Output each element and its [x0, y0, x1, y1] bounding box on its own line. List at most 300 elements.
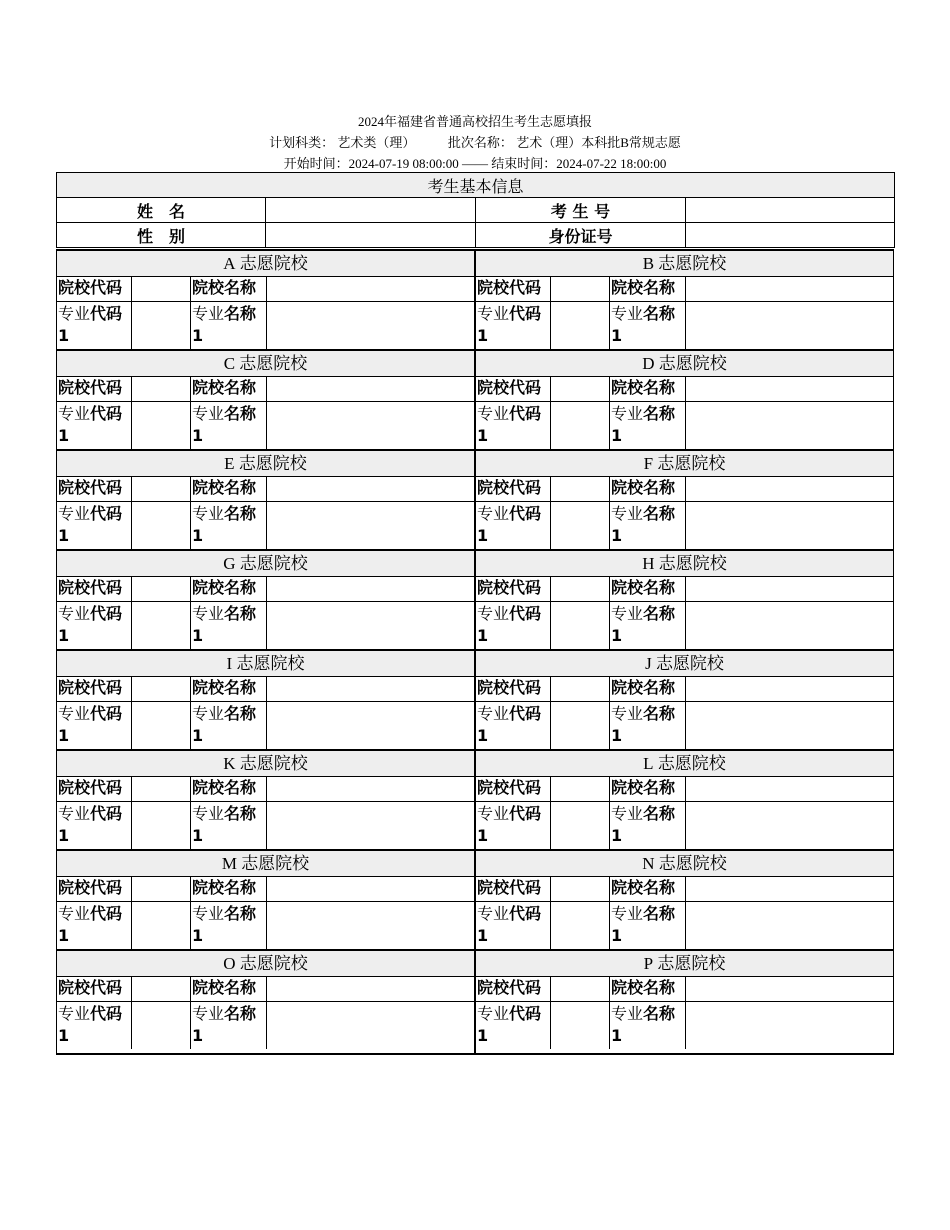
major-code-label-b: 代码	[509, 804, 542, 823]
major-code-label-b: 代码	[90, 504, 123, 523]
major-name-label	[610, 402, 686, 449]
major-code-label-b: 代码	[90, 304, 123, 323]
time-dash: ——	[462, 156, 488, 171]
school-name-label: 院校名称	[610, 277, 686, 302]
major-code-label	[476, 302, 551, 349]
time-line	[0, 155, 950, 173]
major-code-label-a: 专业	[58, 804, 91, 823]
school-code-field[interactable]	[551, 477, 610, 502]
school-code-field[interactable]	[551, 777, 610, 802]
school-name-label: 院校名称	[191, 877, 267, 902]
choice-row	[56, 451, 894, 551]
start-value: 2024-07-19 08:00:00	[348, 156, 459, 171]
choice-block-l	[475, 751, 894, 849]
choice-title-suffix: 志愿院校	[657, 454, 726, 473]
choice-title-suffix: 志愿院校	[658, 254, 727, 273]
major-name-index: 1	[192, 426, 204, 445]
name-label: 姓 名	[57, 198, 266, 223]
major-code-label-a: 专业	[477, 304, 510, 323]
choice-title-suffix: 志愿院校	[236, 654, 305, 673]
major-code-field[interactable]	[132, 602, 191, 649]
school-name-field[interactable]	[686, 377, 893, 402]
major-name-label	[610, 902, 686, 949]
major-code-label	[476, 402, 551, 449]
choice-block-p	[475, 951, 894, 1053]
major-name-label-a: 专业	[611, 304, 644, 323]
gender-field[interactable]	[266, 223, 476, 248]
major-name-label-a: 专业	[192, 304, 225, 323]
major-name-index: 1	[192, 626, 204, 645]
end-label: 结束时间：	[491, 156, 557, 171]
choice-block-h	[475, 551, 894, 649]
id-number-label: 身份证号	[476, 223, 686, 248]
school-name-field[interactable]	[267, 377, 474, 402]
batch-value: 艺术（理）本科批B常规志愿	[516, 135, 681, 150]
major-code-index: 1	[477, 1026, 489, 1045]
major-code-field[interactable]	[551, 902, 610, 949]
major-name-label-a: 专业	[611, 1004, 644, 1023]
choice-title-suffix: 志愿院校	[658, 554, 727, 573]
major-name-index: 1	[192, 726, 204, 745]
major-name-label-b: 名称	[224, 504, 257, 523]
major-code-label-a: 专业	[477, 704, 510, 723]
major-name-field[interactable]	[686, 802, 893, 849]
major-name-index: 1	[611, 626, 623, 645]
choice-title-suffix: 志愿院校	[657, 754, 726, 773]
major-name-label-a: 专业	[192, 504, 225, 523]
choice-row	[56, 951, 894, 1053]
major-code-index: 1	[477, 826, 489, 845]
major-code-label-b: 代码	[90, 704, 123, 723]
school-code-field[interactable]	[132, 677, 191, 702]
major-name-field[interactable]	[267, 702, 474, 749]
major-name-field[interactable]	[686, 302, 893, 349]
major-code-label-a: 专业	[58, 904, 91, 923]
major-name-label-a: 专业	[611, 904, 644, 923]
major-name-field[interactable]	[686, 602, 893, 649]
choice-title-suffix: 志愿院校	[658, 854, 727, 873]
major-code-field[interactable]	[551, 1002, 610, 1049]
major-code-field[interactable]	[551, 402, 610, 449]
major-code-label-a: 专业	[477, 404, 510, 423]
major-code-index: 1	[477, 326, 489, 345]
choice-title-suffix: 志愿院校	[239, 354, 308, 373]
school-name-label: 院校名称	[610, 977, 686, 1002]
school-name-label: 院校名称	[610, 577, 686, 602]
major-code-label	[57, 802, 132, 849]
school-name-label: 院校名称	[191, 377, 267, 402]
choice-block-g	[56, 551, 475, 649]
major-code-label	[476, 502, 551, 549]
major-name-label-b: 名称	[643, 604, 676, 623]
choice-title-suffix: 志愿院校	[241, 854, 310, 873]
choice-title	[57, 251, 474, 277]
major-name-label	[191, 902, 267, 949]
choice-title	[57, 651, 474, 677]
major-name-label-b: 名称	[643, 404, 676, 423]
choice-title	[57, 451, 474, 477]
major-name-field[interactable]	[267, 602, 474, 649]
major-name-label-a: 专业	[192, 404, 225, 423]
page-title-text: 2024年福建省普通高校招生考生志愿填报	[357, 114, 592, 129]
school-name-label: 院校名称	[610, 677, 686, 702]
major-code-index: 1	[58, 826, 70, 845]
school-code-label: 院校代码	[57, 377, 132, 402]
major-code-label-a: 专业	[58, 404, 91, 423]
choice-letter: K	[223, 754, 236, 773]
choice-letter: B	[642, 254, 655, 273]
major-name-label-a: 专业	[611, 604, 644, 623]
school-code-label: 院校代码	[476, 277, 551, 302]
school-name-field[interactable]	[686, 877, 893, 902]
school-code-label: 院校代码	[57, 277, 132, 302]
major-code-label-b: 代码	[509, 904, 542, 923]
major-name-index: 1	[611, 1026, 623, 1045]
school-code-field[interactable]	[132, 477, 191, 502]
school-name-field[interactable]	[686, 677, 893, 702]
major-code-label	[57, 602, 132, 649]
choice-title-suffix: 志愿院校	[657, 954, 726, 973]
choice-block-e	[56, 451, 475, 549]
major-code-index: 1	[58, 626, 70, 645]
major-code-label-a: 专业	[58, 704, 91, 723]
major-code-index: 1	[58, 1026, 70, 1045]
choice-title-suffix: 志愿院校	[238, 454, 307, 473]
choice-title-suffix: 志愿院校	[239, 254, 308, 273]
major-name-label-b: 名称	[224, 704, 257, 723]
major-code-index: 1	[58, 326, 70, 345]
major-code-label	[476, 902, 551, 949]
major-code-label	[57, 302, 132, 349]
major-name-label-a: 专业	[192, 904, 225, 923]
choice-letter: C	[223, 354, 236, 373]
major-name-index: 1	[611, 726, 623, 745]
major-code-field[interactable]	[132, 502, 191, 549]
major-code-label-b: 代码	[509, 1004, 542, 1023]
major-name-label	[610, 802, 686, 849]
major-name-label-b: 名称	[224, 304, 257, 323]
choice-block-m	[56, 851, 475, 949]
major-code-label	[57, 902, 132, 949]
basic-info-table	[56, 172, 895, 248]
major-name-label	[610, 502, 686, 549]
choice-title-suffix: 志愿院校	[655, 654, 724, 673]
major-code-label	[476, 1002, 551, 1049]
major-code-field[interactable]	[132, 402, 191, 449]
school-name-field[interactable]	[686, 577, 893, 602]
major-name-label	[191, 802, 267, 849]
school-name-field[interactable]	[686, 777, 893, 802]
major-name-index: 1	[192, 326, 204, 345]
major-name-index: 1	[611, 826, 623, 845]
choice-title	[476, 251, 893, 277]
school-name-field[interactable]	[267, 877, 474, 902]
major-code-label-b: 代码	[509, 504, 542, 523]
major-code-field[interactable]	[551, 802, 610, 849]
major-name-label	[610, 602, 686, 649]
school-code-field[interactable]	[551, 977, 610, 1002]
choice-block-k	[56, 751, 475, 849]
major-code-label-b: 代码	[90, 604, 123, 623]
choice-block-o	[56, 951, 475, 1053]
school-code-label: 院校代码	[476, 977, 551, 1002]
major-code-index: 1	[477, 726, 489, 745]
school-name-field[interactable]	[686, 977, 893, 1002]
choice-letter: P	[643, 954, 654, 973]
major-code-index: 1	[58, 926, 70, 945]
major-name-field[interactable]	[267, 402, 474, 449]
major-code-index: 1	[477, 526, 489, 545]
plan-value: 艺术类（理）	[337, 135, 416, 150]
school-code-field[interactable]	[132, 777, 191, 802]
school-code-field[interactable]	[132, 877, 191, 902]
major-name-index: 1	[611, 926, 623, 945]
choice-letter: H	[642, 554, 655, 573]
major-code-label-a: 专业	[58, 504, 91, 523]
major-name-field[interactable]	[686, 502, 893, 549]
major-name-field[interactable]	[267, 802, 474, 849]
major-name-label-b: 名称	[643, 804, 676, 823]
school-name-label: 院校名称	[191, 277, 267, 302]
start-label: 开始时间：	[283, 156, 349, 171]
school-code-label: 院校代码	[476, 877, 551, 902]
major-code-label-a: 专业	[477, 604, 510, 623]
major-name-index: 1	[611, 326, 623, 345]
major-name-field[interactable]	[267, 1002, 474, 1049]
choice-title	[57, 351, 474, 377]
major-name-label-b: 名称	[643, 304, 676, 323]
id-number-field[interactable]	[686, 223, 895, 248]
choice-letter: N	[642, 854, 655, 873]
major-name-field[interactable]	[686, 902, 893, 949]
choice-block-c	[56, 351, 475, 449]
choice-title	[57, 851, 474, 877]
school-name-label: 院校名称	[610, 477, 686, 502]
major-code-label-b: 代码	[90, 804, 123, 823]
major-code-label-b: 代码	[509, 304, 542, 323]
major-name-field[interactable]	[686, 402, 893, 449]
major-name-label	[191, 402, 267, 449]
major-name-label-b: 名称	[224, 404, 257, 423]
choice-row	[56, 551, 894, 651]
school-name-field[interactable]	[267, 477, 474, 502]
school-name-field[interactable]	[267, 977, 474, 1002]
exam-no-field[interactable]	[686, 198, 895, 223]
major-code-field[interactable]	[551, 702, 610, 749]
choice-letter: F	[643, 454, 654, 473]
major-name-label	[610, 702, 686, 749]
major-name-label	[191, 602, 267, 649]
choice-block-d	[475, 351, 894, 449]
school-code-field[interactable]	[132, 277, 191, 302]
school-name-label: 院校名称	[191, 577, 267, 602]
choice-letter: A	[223, 254, 236, 273]
major-name-field[interactable]	[686, 702, 893, 749]
plan-batch-line	[0, 134, 950, 152]
choice-row	[56, 251, 894, 351]
choice-title	[476, 751, 893, 777]
choice-title-suffix: 志愿院校	[658, 354, 727, 373]
major-code-index: 1	[58, 526, 70, 545]
school-code-label: 院校代码	[476, 777, 551, 802]
school-code-field[interactable]	[132, 977, 191, 1002]
major-name-field[interactable]	[267, 302, 474, 349]
school-name-label: 院校名称	[191, 677, 267, 702]
major-code-field[interactable]	[132, 302, 191, 349]
major-code-index: 1	[58, 426, 70, 445]
major-name-field[interactable]	[267, 502, 474, 549]
school-name-field[interactable]	[686, 477, 893, 502]
school-code-label: 院校代码	[57, 677, 132, 702]
school-name-field[interactable]	[267, 777, 474, 802]
school-code-label: 院校代码	[57, 777, 132, 802]
major-name-label	[191, 702, 267, 749]
major-code-label-a: 专业	[58, 1004, 91, 1023]
choice-title	[476, 851, 893, 877]
choice-letter: L	[643, 754, 654, 773]
school-name-field[interactable]	[267, 677, 474, 702]
choice-row	[56, 651, 894, 751]
major-code-index: 1	[477, 626, 489, 645]
major-code-field[interactable]	[551, 502, 610, 549]
batch-label: 批次名称：	[447, 135, 513, 150]
major-name-label-b: 名称	[224, 604, 257, 623]
major-name-label-a: 专业	[611, 504, 644, 523]
major-code-label-b: 代码	[90, 1004, 123, 1023]
major-name-index: 1	[192, 826, 204, 845]
major-code-label	[476, 802, 551, 849]
major-code-label	[57, 502, 132, 549]
school-code-label: 院校代码	[476, 677, 551, 702]
major-code-label-a: 专业	[477, 504, 510, 523]
major-name-label-b: 名称	[643, 904, 676, 923]
school-name-field[interactable]	[267, 577, 474, 602]
major-name-field[interactable]	[686, 1002, 893, 1049]
major-code-label-a: 专业	[477, 804, 510, 823]
major-name-label	[610, 1002, 686, 1049]
major-name-label-b: 名称	[224, 904, 257, 923]
gender-label: 性 别	[57, 223, 266, 248]
major-name-label-a: 专业	[611, 804, 644, 823]
major-name-label-b: 名称	[224, 804, 257, 823]
school-name-label: 院校名称	[610, 377, 686, 402]
choice-title	[476, 551, 893, 577]
school-code-label: 院校代码	[476, 377, 551, 402]
choice-row	[56, 351, 894, 451]
school-code-label: 院校代码	[57, 477, 132, 502]
school-code-label: 院校代码	[57, 977, 132, 1002]
major-name-label-a: 专业	[192, 604, 225, 623]
school-code-field[interactable]	[551, 677, 610, 702]
choice-title	[476, 451, 893, 477]
major-code-index: 1	[477, 926, 489, 945]
major-code-label-a: 专业	[58, 604, 91, 623]
major-name-index: 1	[192, 526, 204, 545]
major-code-label	[57, 402, 132, 449]
school-code-field[interactable]	[551, 277, 610, 302]
major-name-label-a: 专业	[192, 704, 225, 723]
choice-block-n	[475, 851, 894, 949]
choice-letter: D	[642, 354, 655, 373]
school-code-label: 院校代码	[476, 577, 551, 602]
school-code-field[interactable]	[551, 377, 610, 402]
major-code-field[interactable]	[132, 702, 191, 749]
name-field[interactable]	[266, 198, 476, 223]
choice-letter: E	[224, 454, 235, 473]
school-code-field[interactable]	[132, 377, 191, 402]
major-name-label	[610, 302, 686, 349]
major-code-label-b: 代码	[90, 904, 123, 923]
school-name-field[interactable]	[686, 277, 893, 302]
major-code-label-b: 代码	[90, 404, 123, 423]
major-code-label	[57, 1002, 132, 1049]
school-code-field[interactable]	[551, 877, 610, 902]
major-code-label	[476, 702, 551, 749]
school-name-label: 院校名称	[191, 777, 267, 802]
school-code-label: 院校代码	[57, 877, 132, 902]
major-code-label-b: 代码	[509, 604, 542, 623]
basic-info-title: 考生基本信息	[57, 173, 895, 198]
choice-row	[56, 851, 894, 951]
choice-letter: G	[223, 554, 236, 573]
major-code-index: 1	[58, 726, 70, 745]
exam-no-label: 考 生 号	[476, 198, 686, 223]
choice-block-a	[56, 251, 475, 349]
major-code-label-b: 代码	[509, 404, 542, 423]
choice-block-f	[475, 451, 894, 549]
school-name-label: 院校名称	[191, 477, 267, 502]
major-code-field[interactable]	[551, 302, 610, 349]
choice-title-suffix: 志愿院校	[239, 754, 308, 773]
major-name-field[interactable]	[267, 902, 474, 949]
choice-title	[57, 751, 474, 777]
choice-letter: J	[645, 654, 652, 673]
choice-title-suffix: 志愿院校	[239, 554, 308, 573]
choice-letter: M	[221, 854, 237, 873]
major-name-label-a: 专业	[611, 704, 644, 723]
major-name-label-a: 专业	[192, 1004, 225, 1023]
school-name-field[interactable]	[267, 277, 474, 302]
major-code-label-a: 专业	[477, 1004, 510, 1023]
major-code-label	[476, 602, 551, 649]
choice-letter: I	[226, 654, 233, 673]
major-name-label-b: 名称	[643, 704, 676, 723]
choice-title	[476, 351, 893, 377]
choice-title	[57, 551, 474, 577]
major-code-field[interactable]	[551, 602, 610, 649]
major-name-label	[191, 1002, 267, 1049]
major-code-field[interactable]	[132, 802, 191, 849]
choice-block-j	[475, 651, 894, 749]
school-name-label: 院校名称	[610, 877, 686, 902]
end-value: 2024-07-22 18:00:00	[556, 156, 667, 171]
choice-row	[56, 751, 894, 851]
major-name-index: 1	[192, 926, 204, 945]
choice-title	[476, 651, 893, 677]
major-code-field[interactable]	[132, 1002, 191, 1049]
choice-block-i	[56, 651, 475, 749]
plan-label: 计划科类：	[269, 135, 335, 150]
major-code-index: 1	[477, 426, 489, 445]
choice-title-suffix: 志愿院校	[239, 954, 308, 973]
choice-block-b	[475, 251, 894, 349]
school-code-field[interactable]	[551, 577, 610, 602]
choice-title	[476, 951, 893, 977]
school-code-field[interactable]	[132, 577, 191, 602]
major-name-index: 1	[611, 426, 623, 445]
major-code-field[interactable]	[132, 902, 191, 949]
major-name-label-a: 专业	[611, 404, 644, 423]
